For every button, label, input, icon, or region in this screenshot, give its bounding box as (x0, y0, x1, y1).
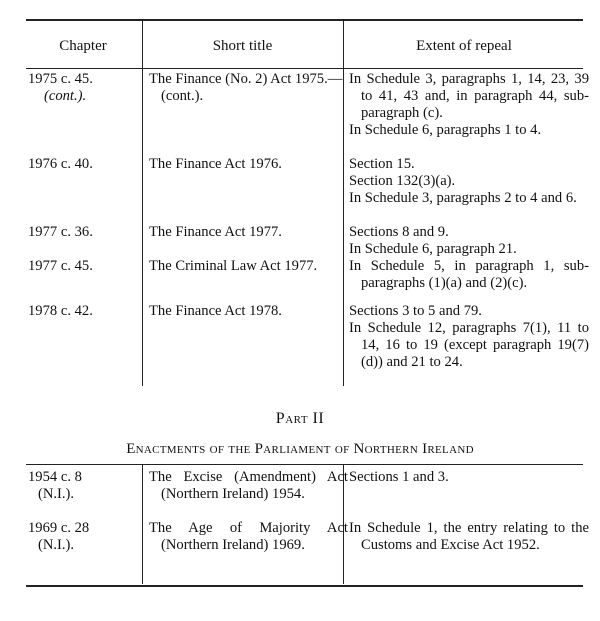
column-divider (142, 21, 143, 386)
table-row-extent-item: In Schedule 1, the entry relating to the Customs and Excise Act 1952. (349, 520, 589, 553)
table-row-extent-item: Sections 3 to 5 and 79. (349, 303, 482, 319)
table-row-extent-item: In Schedule 3, paragraphs 2 to 4 and 6. (349, 190, 577, 206)
table-row-chapter: 1954 c. 8 (28, 469, 82, 485)
table-row-chapter: 1978 c. 42. (28, 303, 93, 319)
table-row-extent-item: Sections 8 and 9. (349, 224, 449, 240)
table-row-extent-item: Section 15. (349, 156, 415, 172)
table-row-short-title: The Finance (No. 2) Act 1975.—(cont.). (149, 71, 343, 104)
table-row-chapter-cont: (N.I.). (38, 537, 75, 553)
table-row-extent-item: In Schedule 5, in paragraph 1, sub-paragraphs (1)(a) and (2)(c). (349, 258, 589, 291)
table-row-chapter-cont: (cont.). (44, 88, 87, 104)
table-row-short-title: The Finance Act 1978. (149, 303, 282, 319)
part2-top-rule (26, 464, 583, 465)
table-row-chapter: 1977 c. 45. (28, 258, 93, 274)
table-row-chapter: 1975 c. 45. (28, 71, 93, 87)
bottom-rule (26, 585, 583, 587)
table-row-short-title: The Finance Act 1977. (149, 224, 282, 240)
table-row-chapter: 1976 c. 40. (28, 156, 93, 172)
header-short-title: Short title (212, 38, 273, 54)
table-row-short-title: The Age of Majority Act (Northern Ireland) 1969. (149, 520, 348, 553)
table-row-chapter-cont: (N.I.). (38, 486, 75, 502)
header-chapter: Chapter (59, 38, 107, 54)
table-row-chapter: 1977 c. 36. (28, 224, 93, 240)
table-row-extent-item: Sections 1 and 3. (349, 469, 449, 485)
header-extent: Extent of repeal (416, 38, 512, 54)
part-title: Part II (275, 410, 325, 427)
header-rule (26, 68, 583, 69)
table-row-extent-item: Section 132(3)(a). (349, 173, 456, 189)
table-row-extent-item: In Schedule 6, paragraphs 1 to 4. (349, 122, 542, 138)
table-row-short-title: The Excise (Amendment) Act (Northern Ireland) 1954. (149, 469, 348, 502)
top-rule (26, 19, 583, 21)
part-subtitle: Enactments of the Parliament of Northern Ireland (126, 441, 474, 457)
table-row-chapter: 1969 c. 28 (28, 520, 90, 536)
table-row-extent-item: In Schedule 6, paragraph 21. (349, 241, 517, 257)
table-row-short-title: The Finance Act 1976. (149, 156, 282, 172)
table-row-extent-item: In Schedule 12, paragraphs 7(1), 11 to 14, 16 to 19 (except paragraph 19(7)(d)) and 21 to 24. (349, 320, 589, 370)
table-row-extent-item: In Schedule 3, paragraphs 1, 14, 23, 39 to 41, 43 and, in paragraph 44, sub-paragraph (c). (349, 71, 589, 121)
table-row-short-title: The Criminal Law Act 1977. (149, 258, 318, 274)
column-divider (142, 465, 143, 584)
